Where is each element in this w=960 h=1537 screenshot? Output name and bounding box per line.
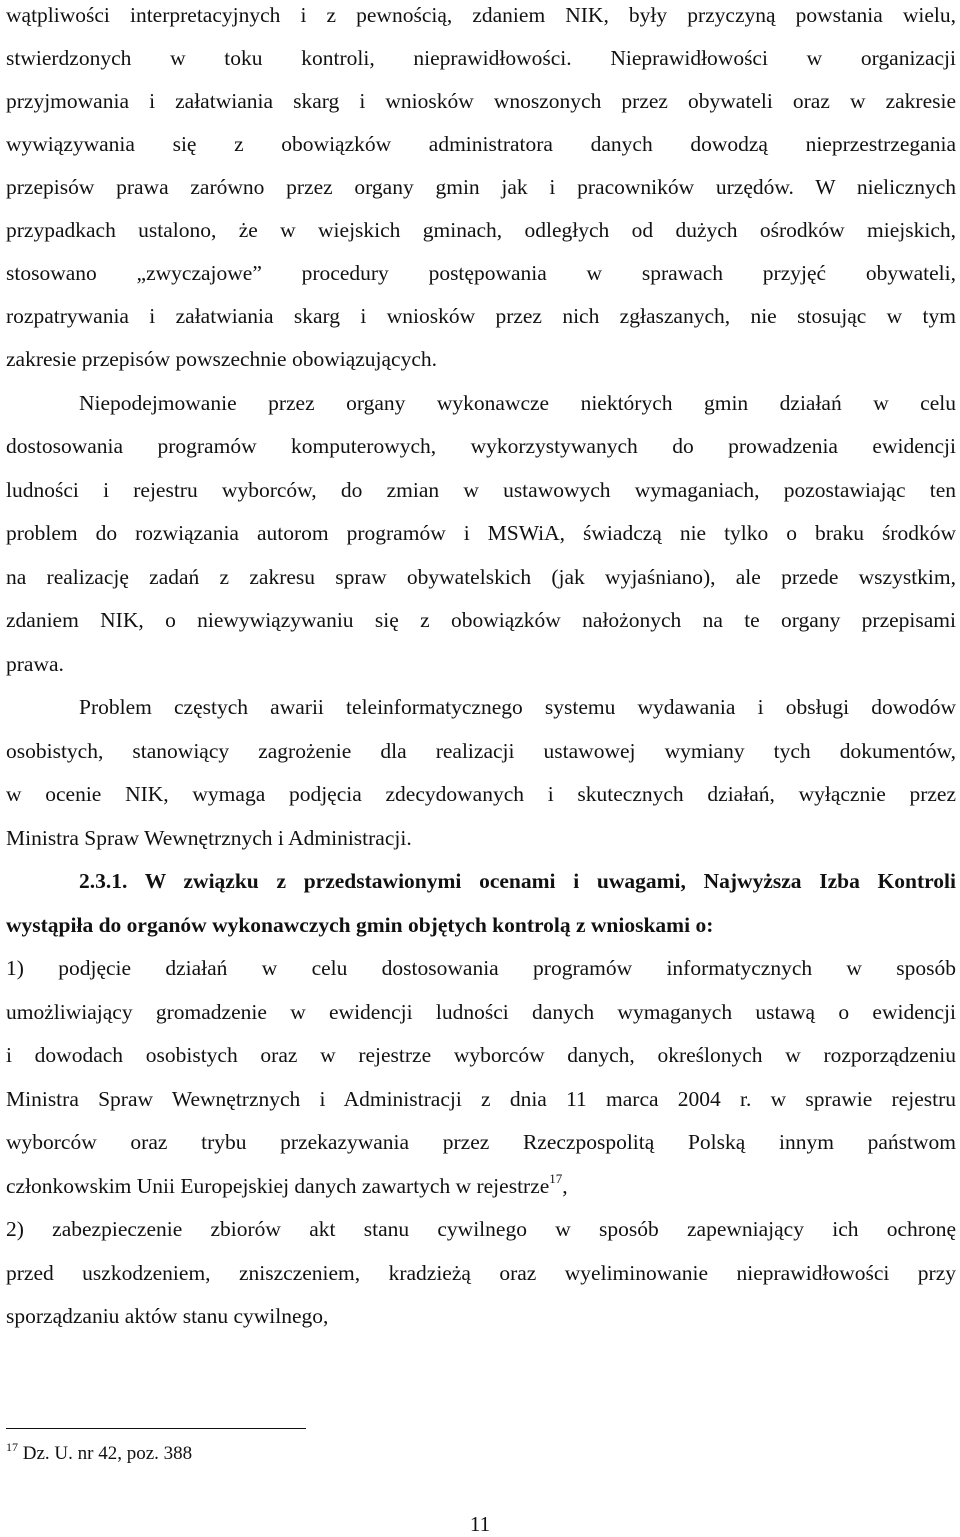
text-line: 1) podjęcie działań w celu dostosowania programów informatycznych w sposób xyxy=(6,956,956,980)
text-line: stwierdzonych w toku kontroli, nieprawidłowości. Nieprawidłowości w organizacji xyxy=(6,46,956,70)
page-number: 11 xyxy=(469,1512,491,1536)
footnote-text: Dz. U. nr 42, poz. 388 xyxy=(22,1443,193,1464)
text-line: wystąpiła do organów wykonawczych gmin objętych kontrolą z wnioskami o: xyxy=(6,913,714,937)
text-line: w ocenie NIK, wymaga podjęcia zdecydowanych i skutecznych działań, wyłącznie przez xyxy=(6,782,956,806)
text-line xyxy=(6,1164,956,1208)
text-line: stosowano „zwyczajowe” procedury postępowania w sprawach przyjęć obywateli, xyxy=(6,261,956,285)
footnote xyxy=(6,1440,192,1468)
text-line: Problem częstych awarii teleinformatycznego systemu wydawania i obsługi dowodów xyxy=(79,695,956,719)
text-line: rozpatrywania i załatwiania skarg i wniosków przez nich zgłaszanych, nie stosując w tym xyxy=(6,304,956,328)
footnote-number: 17 xyxy=(6,1440,18,1454)
text-line: na realizację zadań z zakresu spraw obywatelskich (jak wyjaśniano), ale przede wszystkim, xyxy=(6,565,956,589)
text-line: zdaniem NIK, o niewywiązywaniu się z obowiązków nałożonych na te organy przepisami xyxy=(6,608,956,632)
text-line: ludności i rejestru wyborców, do zmian w ustawowych wymaganiach, pozostawiając ten xyxy=(6,478,956,502)
text-line: umożliwiający gromadzenie w ewidencji ludności danych wymaganych ustawą o ewidencji xyxy=(6,1000,956,1024)
text-line: Ministra Spraw Wewnętrznych i Administracji z dnia 11 marca 2004 r. w sprawie rejestru xyxy=(6,1087,956,1111)
footnote-reference[interactable]: 17 xyxy=(549,1171,563,1186)
text-line: przyjmowania i załatwiania skarg i wniosków wnoszonych przez obywateli oraz w zakresie xyxy=(6,89,956,113)
text-line: sporządzaniu aktów stanu cywilnego, xyxy=(6,1304,329,1328)
text-line: wywiązywania się z obowiązków administratora danych dowodzą nieprzestrzegania xyxy=(6,132,956,156)
text-line: problem do rozwiązania autorom programów i MSWiA, świadczą nie tylko o braku środków xyxy=(6,521,956,545)
text-line: wyborców oraz trybu przekazywania przez Rzeczpospolitą Polską innym państwom xyxy=(6,1130,956,1154)
text-span: , xyxy=(562,1174,568,1198)
text-line: dostosowania programów komputerowych, wykorzystywanych do prowadzenia ewidencji xyxy=(6,434,956,458)
text-line: Ministra Spraw Wewnętrznych i Administracji. xyxy=(6,826,412,850)
text-line: Niepodejmowanie przez organy wykonawcze niektórych gmin działań w celu xyxy=(79,391,956,415)
text-line: prawa. xyxy=(6,652,64,676)
text-line: wątpliwości interpretacyjnych i z pewnością, zdaniem NIK, były przyczyną powstania wielu, xyxy=(6,3,956,27)
text-line: przepisów prawa zarówno przez organy gmin jak i pracowników urzędów. W nielicznych xyxy=(6,175,956,199)
text-line: 2) zabezpieczenie zbiorów akt stanu cywilnego w sposób zapewniający ich ochronę xyxy=(6,1217,956,1241)
text-line: osobistych, stanowiący zagrożenie dla realizacji ustawowej wymiany tych dokumentów, xyxy=(6,739,956,763)
text-line: i dowodach osobistych oraz w rejestrze wyborców danych, określonych w rozporządzeniu xyxy=(6,1043,956,1067)
text-line: 2.3.1. W związku z przedstawionymi ocenami i uwagami, Najwyższa Izba Kontroli xyxy=(79,869,956,893)
text-line: przypadkach ustalono, że w wiejskich gminach, odległych od dużych ośrodków miejskich, xyxy=(6,218,956,242)
text-line: zakresie przepisów powszechnie obowiązujących. xyxy=(6,347,438,371)
footnote-separator xyxy=(6,1428,306,1429)
text-line: przed uszkodzeniem, zniszczeniem, kradzieżą oraz wyeliminowanie nieprawidłowości przy xyxy=(6,1261,956,1285)
text-span: członkowskim Unii Europejskiej danych zawartych w rejestrze xyxy=(6,1174,550,1198)
